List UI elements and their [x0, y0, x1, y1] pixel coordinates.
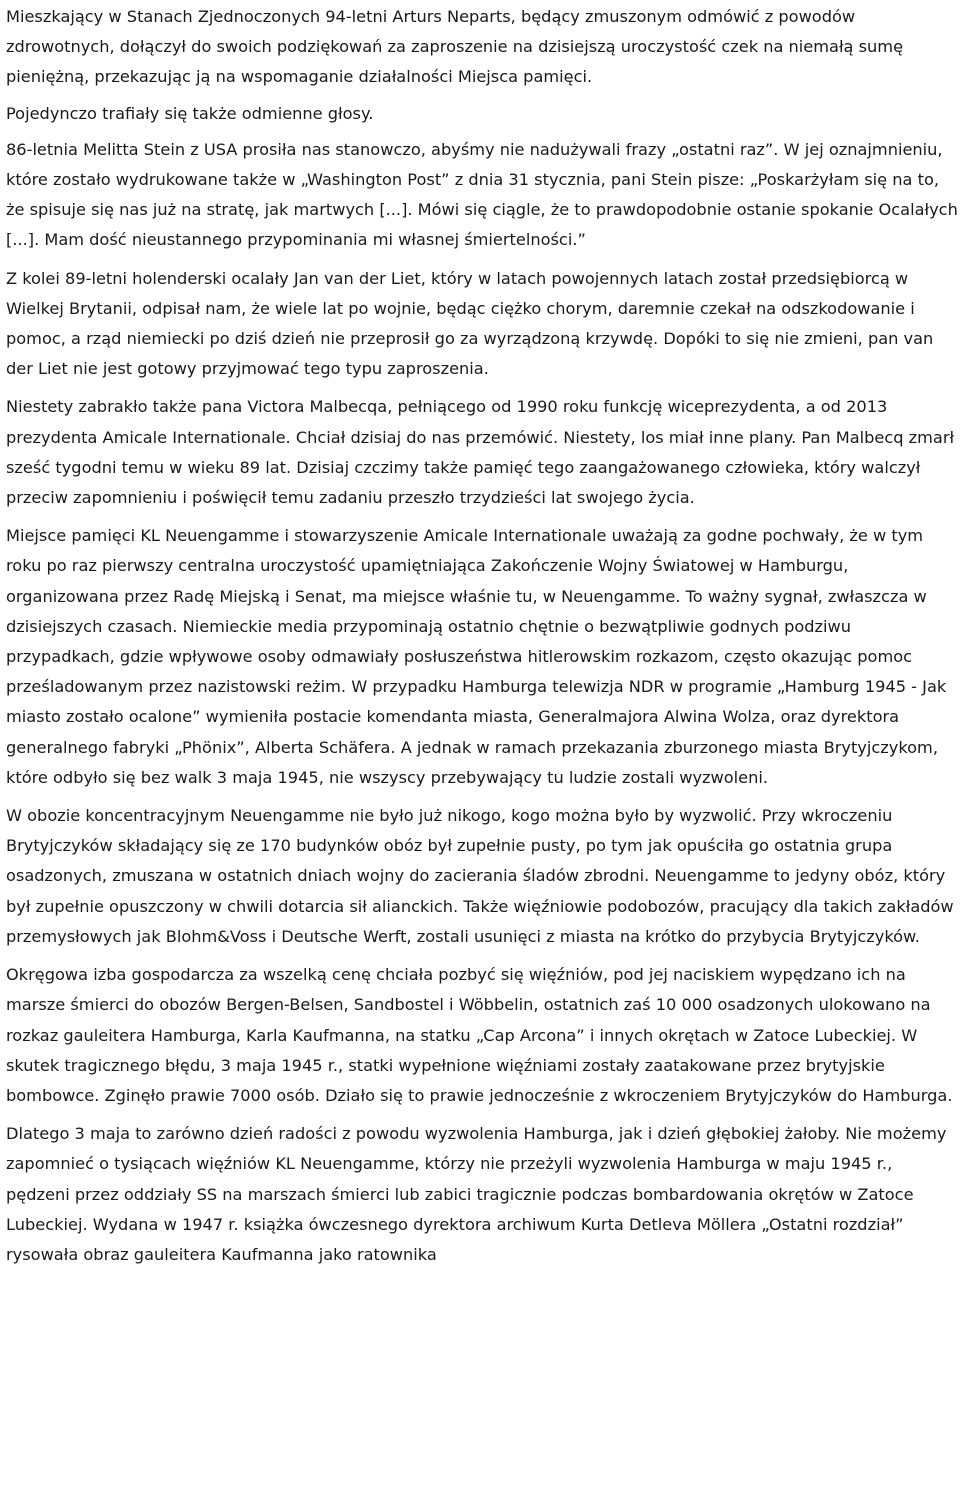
paragraph-miejsce-pamieci: Miejsce pamięci KL Neuengamme i stowarzyszenie Amicale Internationale uważają za godne pochwały, że w tym roku po raz pierwszy centralna uroczystość upamiętniająca Zakończenie Wojny Światowej w Hamburgu, organizowana przez Radę Miejską i Senat, ma miejsce właśnie tu, w Neuengamme. To ważny sygnał, zwłaszcza w dzisiejszych czasach. Niemieckie media przypominają ostatnio chętnie o bezwątpliwie godnych podziwu przypadkach, gdzie wpływowe osoby odmawiały posłuszeństwa hitlerowskim rozkazom, często okazując pomoc prześladowanym przez nazistowski reżim. W przypadku Hamburga telewizja NDR w programie „Hamburg 1945 - Jak miasto zostało ocalone” wymieniła postacie komendanta miasta, Generalmajora Alwina Wolza, oraz dyrektora generalnego fabryki „Phönix”, Alberta Schäfera. A jednak w ramach przekazania zburzonego miasta Brytyjczykom, które odbyło się bez walk 3 maja 1945, nie wszyscy przebywający tu ludzie zostali wyzwoleni. [6, 526, 947, 787]
paragraph-van-der-liet: Z kolei 89-letni holenderski ocalały Jan van der Liet, który w latach powojennych latach został przedsiębiorcą w Wielkej Brytanii, odpisał nam, że wiele lat po wojnie, będąc ciężko chorym, daremnie czekał na odszkodowanie i pomoc, a rząd niemiecki po dziś dzień nie przeprosił go za wyrządzoną krzywdę. Dopóki to się nie zmieni, pan van der Liet nie jest gotowy przyjmować tego typu zaproszenia. [6, 268, 934, 379]
paragraph-malbecq: Niestety zabrakło także pana Victora Malbecqa, pełniącego od 1990 roku funkcję wiceprezydenta, a od 2013 prezydenta Amicale Internationale. Chciał dzisiaj do nas przemówić. Niestety, los miał inne plany. Pan Malbecq zmarł sześć tygodni temu w wieku 89 lat. Dzisiaj czczimy także pamięć tego zaangażowanego człowieka, który walczył przeciw zapomnieniu i poświęcił temu zadaniu przeszło trzydzieści lat swojego życia. [6, 397, 955, 508]
paragraph-oboz-neuengamme: W obozie koncentracyjnym Neuengamme nie było już nikogo, kogo można było by wyzwolić. Przy wkroczeniu Brytyjczyków składający się ze 170 budynków obóz był zupełnie pusty, po tym jak opuściła go ostatnia grupa osadzonych, zmuszana w ostatnich dniach wojny do zacierania śladów zbrodni. Neuengamme to jedyny obóz, który był zupełnie opuszczony w chwili dotarcia sił alianckich. Także więźniowie podobozów, pracujący dla takich zakładów przemysłowych jak Blohm&Voss i Deutsche Werft, zostali usunięci z miasta na krótko do przybycia Brytyjczyków. [6, 806, 954, 946]
paragraph-odmienne-glosy: Pojedynczo trafiały się także odmienne głosy. [6, 103, 374, 123]
document-page [6, 2, 958, 1278]
paragraph-izba-gospodarcza: Okręgowa izba gospodarcza za wszelką cenę chciała pozbyć się więźniów, pod jej naciskiem wypędzano ich na marsze śmierci do obozów Bergen-Belsen, Sandbostel i Wöbbelin, ostatnich zaś 10 000 osadzonych ulokowano na rozkaz gauleitera Hamburga, Karla Kaufmanna, na statku „Cap Arcona” i innych okrętach w Zatoce Lubeckiej. W skutek tragicznego błędu, 3 maja 1945 r., statki wypełnione więźniami zostały zaatakowane przez brytyjskie bombowce. Zginęło prawie 7000 osób. Działo się to prawie jednocześnie z wkroczeniem Brytyjczyków do Hamburga. [6, 965, 953, 1105]
paragraph-melitta-stein: 86-letnia Melitta Stein z USA prosiła nas stanowczo, abyśmy nie nadużywali frazy „ostatni raz”. W jej oznajmnieniu, które zostało wydrukowane także w „Washington Post” z dnia 31 stycznia, pani Stein pisze: „Poskarżyłam się na to, że spisuje się nas już na stratę, jak martwych [...]. Mówi się ciągle, że to prawdopodobnie ostanie spokanie Ocalałych [...]. Mam dość nieustannego przypominania mi własnej śmiertelności.” [6, 139, 958, 250]
paragraph-neparts: Mieszkający w Stanach Zjednoczonych 94-letni Arturs Neparts, będący zmuszonym odmówić z powodów zdrowotnych, dołączył do swoich podziękowań za zaproszenie na dzisiejszą uroczystość czek na niemałą sumę pieniężną, przekazując ją na wspomaganie działalności Miejsca pamięci. [6, 7, 904, 87]
paragraph-dzien-zaloby: Dlatego 3 maja to zarówno dzień radości z powodu wyzwolenia Hamburga, jak i dzień głębokiej żałoby. Nie możemy zapomnieć o tysiącach więźniów KL Neuengamme, którzy nie przeżyli wyzwolenia Hamburga w maju 1945 r., pędzeni przez oddziały SS na marszach śmierci lub zabici tragicznie podczas bombardowania okrętów w Zatoce Lubeckiej. Wydana w 1947 r. książka ówczesnego dyrektora archiwum Kurta Detleva Möllera „Ostatni rozdział” rysowała obraz gauleitera Kaufmanna jako ratownika [6, 1124, 947, 1264]
